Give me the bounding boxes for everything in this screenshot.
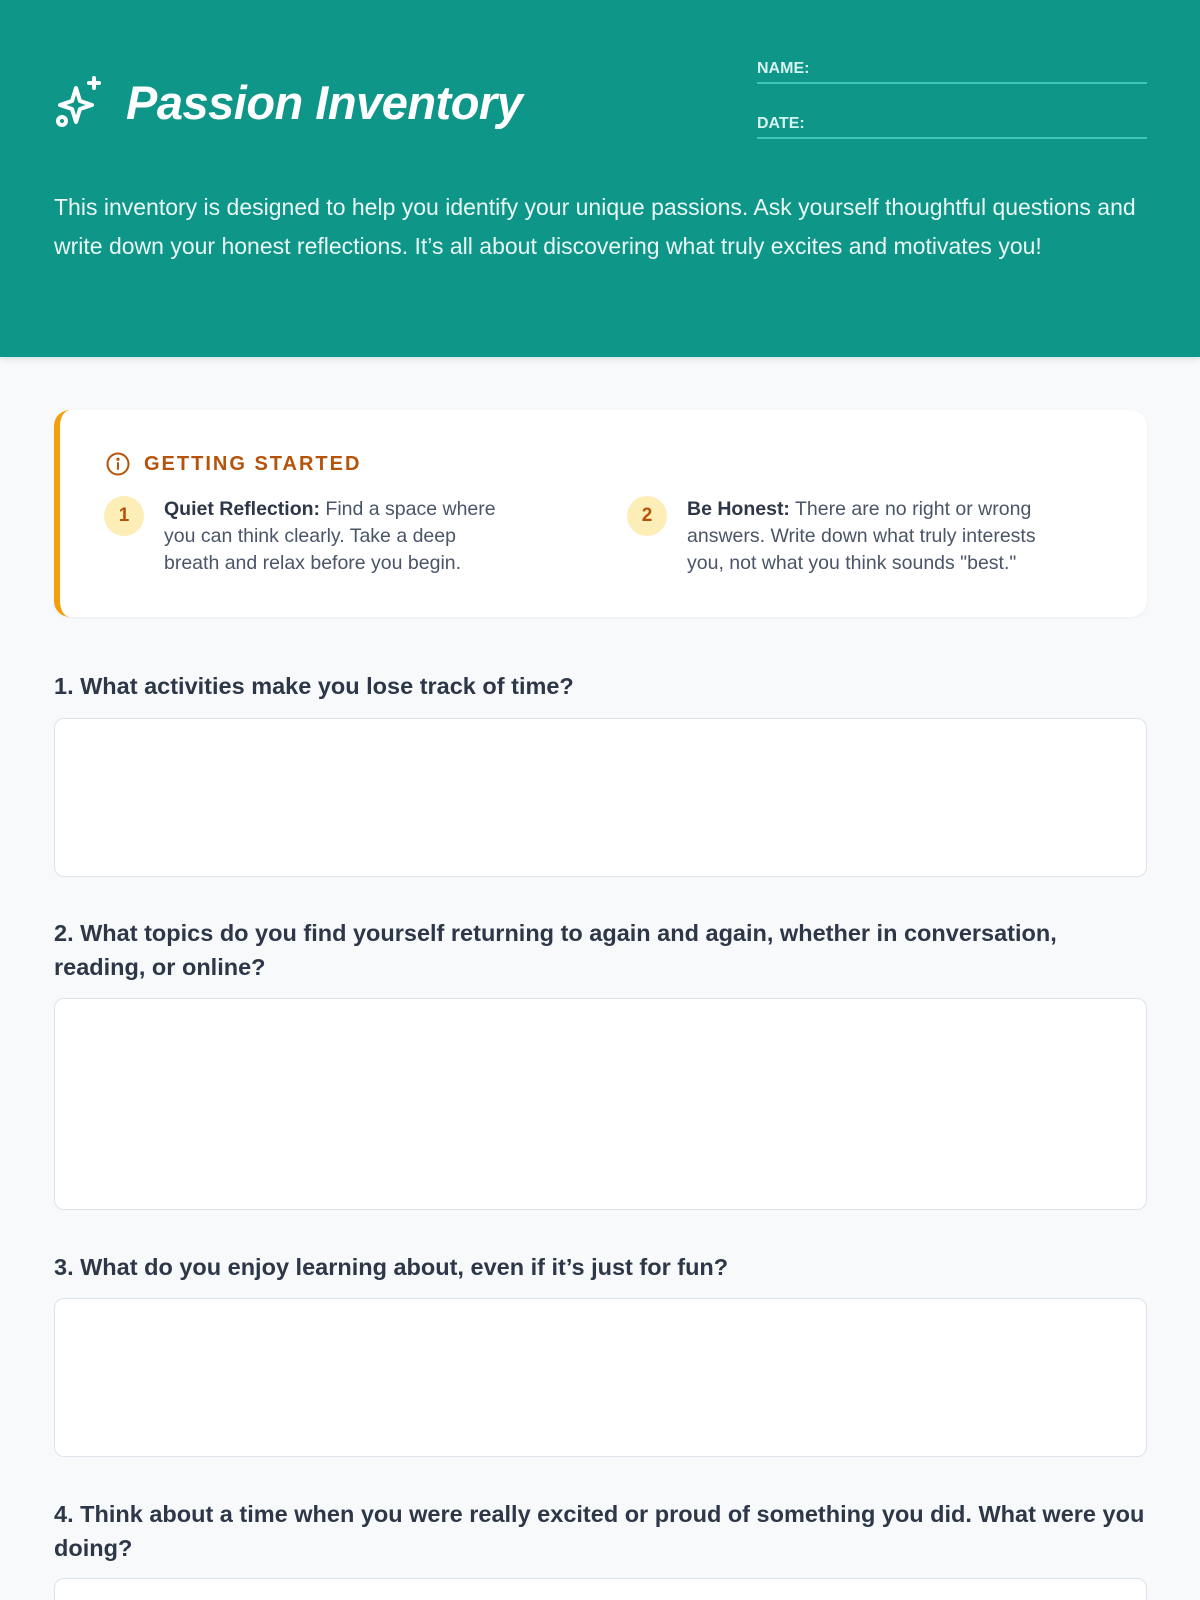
info-icon: [106, 452, 130, 476]
step-description: Find a space where you can think clearly. Take a deep breath and relax before you begin.: [164, 498, 496, 574]
step-number-badge: 2: [627, 496, 667, 536]
card-header: [106, 452, 361, 476]
title-block: [54, 74, 522, 130]
question-4-label: 4. Think about a time when you were really excited or proud of something you did. What were you doing?: [54, 1501, 1145, 1561]
step-text: [164, 496, 514, 577]
question-3-answer-box[interactable]: [54, 1298, 1147, 1457]
date-label: DATE:: [757, 115, 805, 132]
step-number-badge: 1: [104, 496, 144, 536]
question-1-answer-box[interactable]: [54, 718, 1147, 877]
step-item: [627, 496, 1037, 577]
header: [0, 0, 1200, 357]
question-4-answer-box[interactable]: [54, 1578, 1147, 1600]
step-item: [104, 496, 514, 577]
page-title: Passion Inventory: [126, 75, 523, 129]
getting-started-card: [54, 410, 1147, 617]
step-text: [687, 496, 1037, 577]
card-title: GETTING STARTED: [144, 452, 362, 475]
sparkles-icon: [54, 74, 106, 130]
question-3-label: 3. What do you enjoy learning about, even if it’s just for fun?: [54, 1254, 729, 1280]
step-title: Quiet Reflection:: [164, 498, 321, 520]
date-field[interactable]: [757, 115, 1147, 139]
name-label: NAME:: [757, 60, 810, 77]
step-title: Be Honest:: [687, 498, 790, 520]
question-2-label: 2. What topics do you find yourself returning to again and again, whether in conversation, reading, or online?: [54, 920, 1057, 980]
name-field[interactable]: [757, 60, 1147, 84]
question-1-label: 1. What activities make you lose track of time?: [54, 673, 574, 699]
question-2-answer-box[interactable]: [54, 998, 1147, 1210]
intro-text: This inventory is designed to help you identify your unique passions. Ask yourself thoughtful questions and write down your honest reflections. It’s all about discovering what truly excites and motivates you!: [54, 194, 1136, 259]
step-description: There are no right or wrong answers. Write down what truly interests you, not what you think sounds "best.": [687, 498, 1036, 574]
